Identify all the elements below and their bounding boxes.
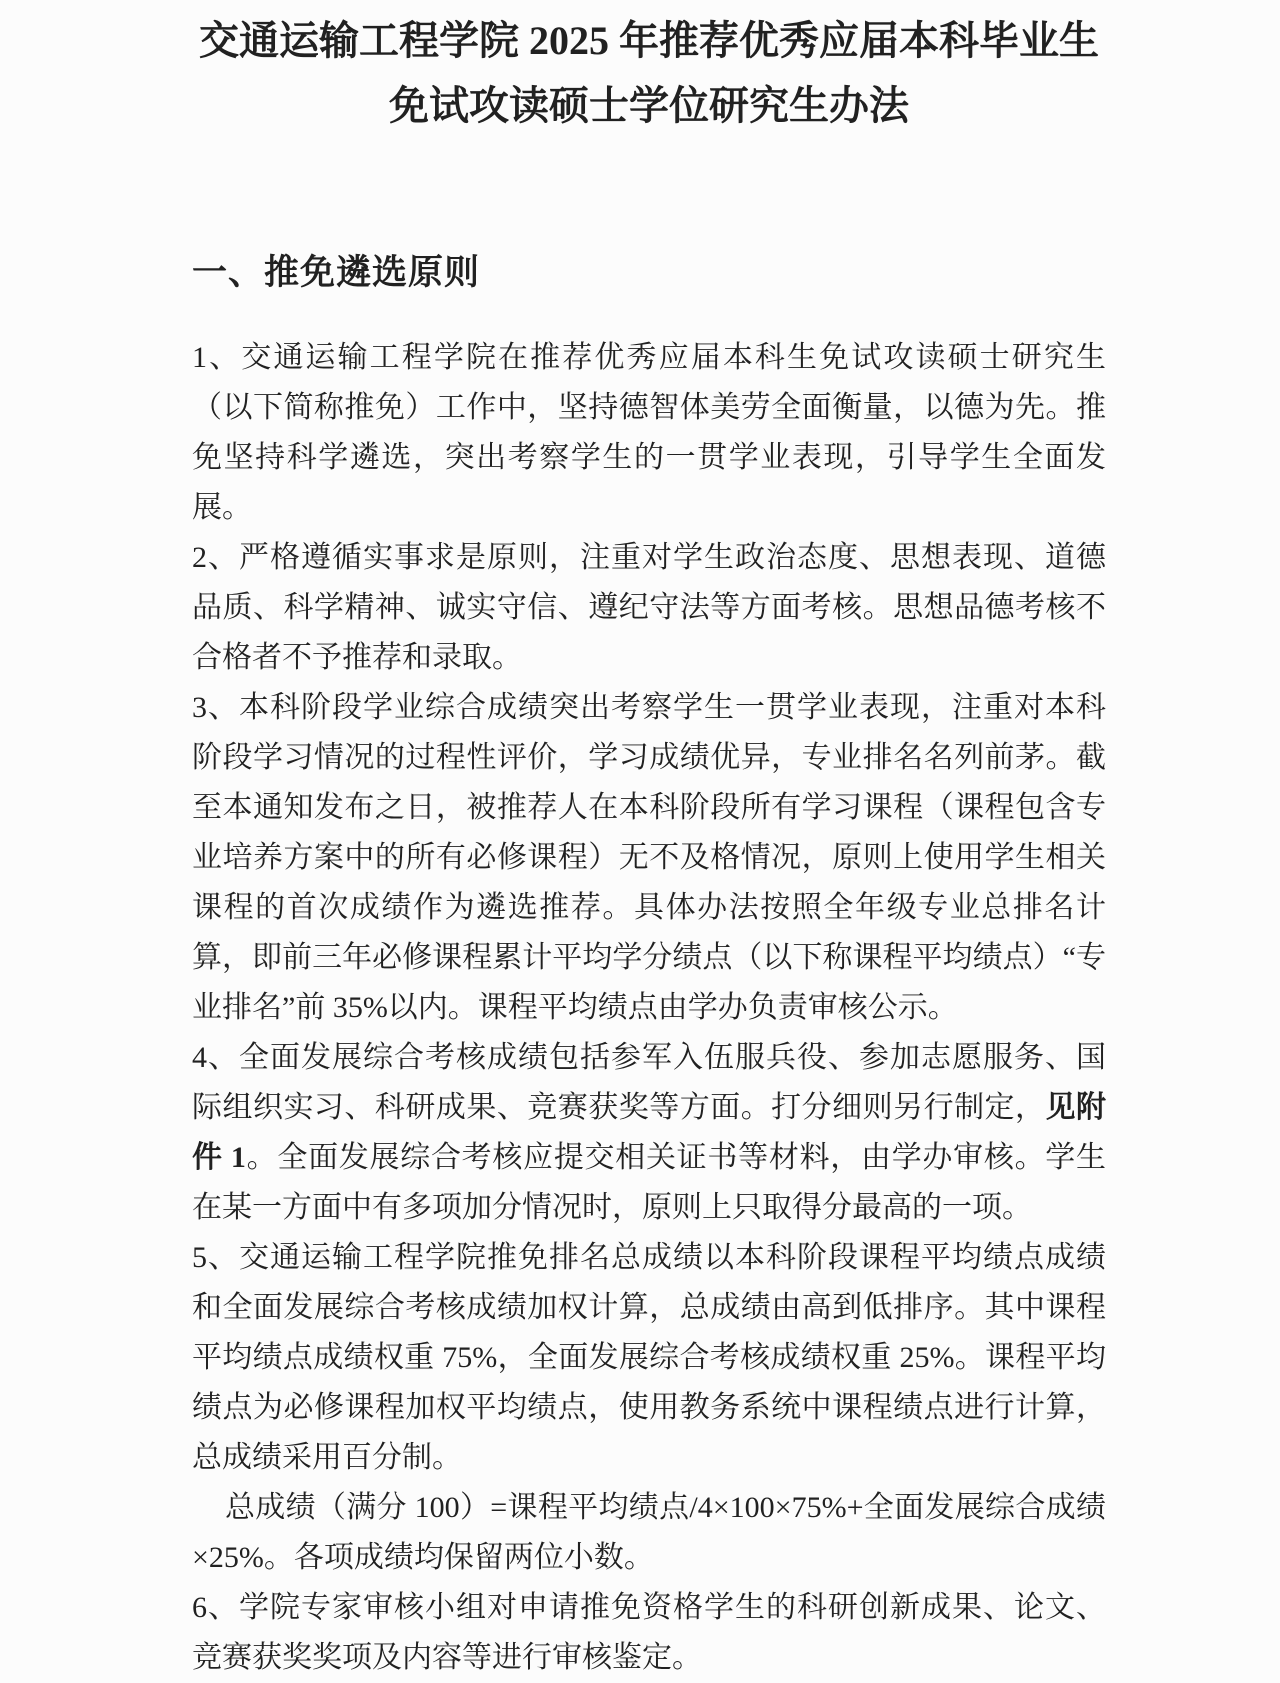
paragraph <box>192 533 1106 683</box>
body-text: 3、本科阶段学业综合成绩突出考察学生一贯学业表现，注重对本科阶段学习情况的过程性评价，学习成绩优异，专业排名名列前茅。截至本通知发布之日，被推荐人在本科阶段所有学习课程（课程包含专业培养方案中的所有必修课程）无不及格情况，原则上使用学生相关课程的首次成绩作为遴选推荐。具体办法按照全年级专业总排名计算，即前三年必修课程累计平均学分绩点（以下称课程平均绩点）“专业排名”前 35%以内。课程平均绩点由学办负责审核公示。 <box>192 691 1106 1024</box>
paragraph <box>192 333 1106 533</box>
body-text: 2、严格遵循实事求是原则，注重对学生政治态度、思想表现、道德品质、科学精神、诚实守信、遵纪守法等方面考核。思想品德考核不合格者不予推荐和录取。 <box>192 541 1106 674</box>
document-title-line-2: 免试攻读硕士学位研究生办法 <box>389 83 909 128</box>
document-title <box>192 8 1106 138</box>
body-text: 总成绩（满分 100）=课程平均绩点/4×100×75%+全面发展综合成绩×25%。各项成绩均保留两位小数。 <box>192 1491 1106 1574</box>
body-text: 1、交通运输工程学院在推荐优秀应届本科生免试攻读硕士研究生（以下简称推免）工作中，坚持德智体美劳全面衡量，以德为先。推免坚持科学遴选，突出考察学生的一贯学业表现，引导学生全面发展。 <box>192 341 1106 524</box>
paragraph <box>192 1483 1106 1583</box>
body-text: 4、全面发展综合考核成绩包括参军入伍服兵役、参加志愿服务、国际组织实习、科研成果、竞赛获奖等方面。打分细则另行制定， <box>192 1041 1106 1124</box>
section-heading: 一、推免遴选原则 <box>192 253 481 292</box>
paragraph <box>192 1233 1106 1483</box>
body-text: 。全面发展综合考核应提交相关证书等材料，由学办审核。学生在某一方面中有多项加分情况时，原则上只取得分最高的一项。 <box>192 1141 1107 1224</box>
paragraph <box>192 1033 1106 1233</box>
bold-text: 见附件 1 <box>192 1091 1107 1174</box>
body-text: 5、交通运输工程学院推免排名总成绩以本科阶段课程平均绩点成绩和全面发展综合考核成绩加权计算，总成绩由高到低排序。其中课程平均绩点成绩权重 75%，全面发展综合考核成绩权重 25%。课程平均绩点为必修课程加权平均绩点，使用教务系统中课程绩点进行计算，总成绩采用百分制。 <box>192 1241 1106 1474</box>
paragraph <box>192 683 1106 1033</box>
document-title-line-1: 交通运输工程学院 2025 年推荐优秀应届本科毕业生 <box>199 18 1099 63</box>
paragraph <box>192 1583 1106 1683</box>
body-text: 6、学院专家审核小组对申请推免资格学生的科研创新成果、论文、竞赛获奖奖项及内容等进行审核鉴定。 <box>192 1591 1106 1674</box>
document-body <box>192 333 1106 1683</box>
